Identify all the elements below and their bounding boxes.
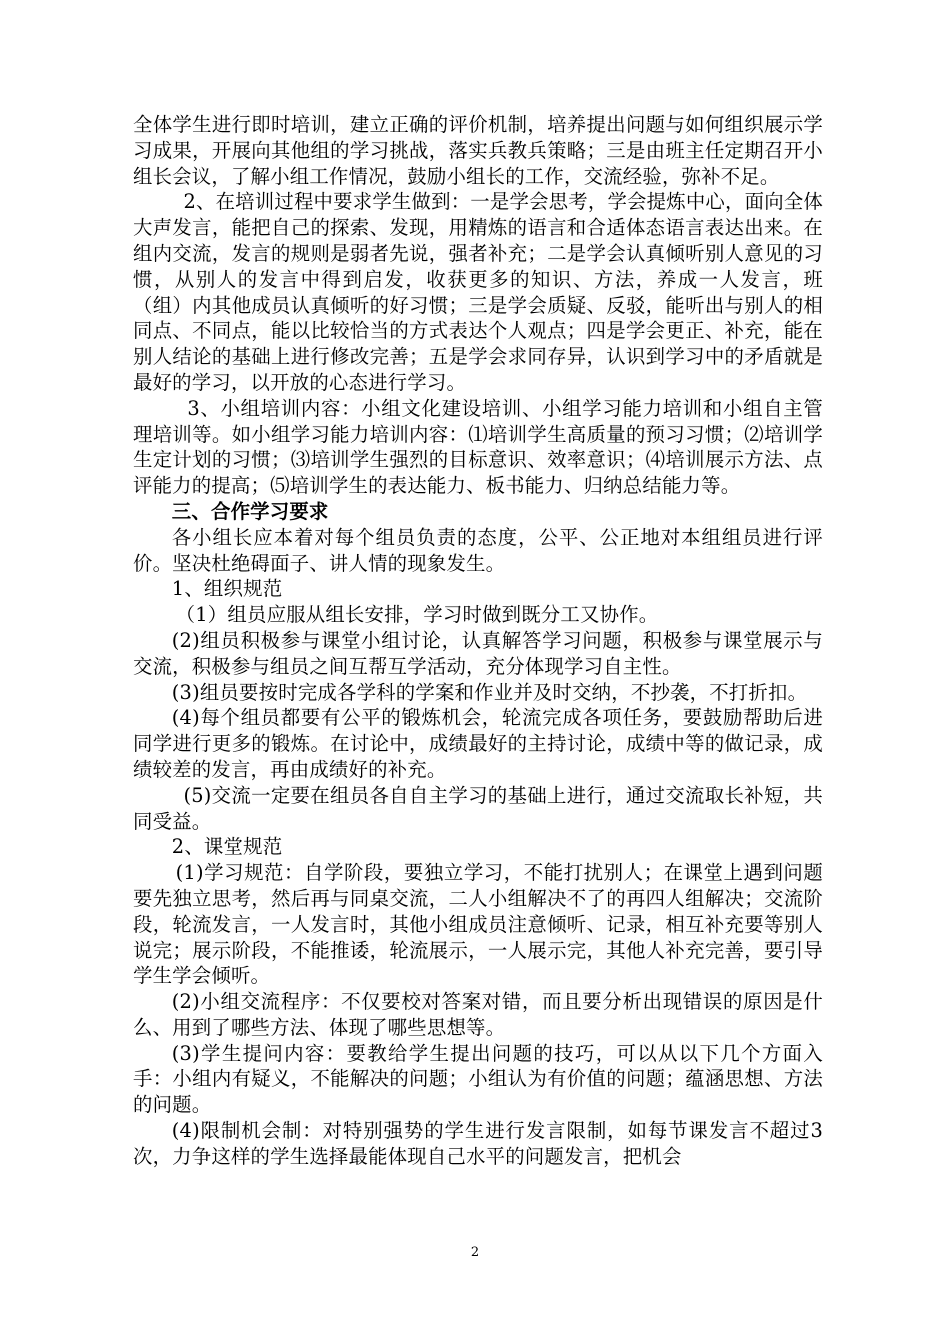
paragraph: (4)每个组员都要有公平的锻炼机会，轮流完成各项任务，要鼓励帮助后进同学进行更多的锻炼。在讨论中，成绩最好的主持讨论，成绩中等的做记录，成绩较差的发言，再由成绩好的补充。 xyxy=(133,706,823,781)
paragraph: 全体学生进行即时培训，建立正确的评价机制，培养提出问题与如何组织展示学习成果，开展向其他组的学习挑战，落实兵教兵策略；三是由班主任定期召开小组长会议，了解小组工作情况，鼓励小组长的工作，交流经验，弥补不足。 xyxy=(133,113,823,188)
paragraph: (2)组员积极参与课堂小组讨论，认真解答学习问题，积极参与课堂展示与交流，积极参与组员之间互帮互学活动，充分体现学习自主性。 xyxy=(133,628,823,678)
document-body xyxy=(133,112,823,1170)
paragraph: (5)交流一定要在组员各自自主学习的基础上进行，通过交流取长补短，共同受益。 xyxy=(133,783,823,833)
paragraph: (2)小组交流程序：不仅要校对答案对错，而且要分析出现错误的原因是什么、用到了哪些方法、体现了哪些思想等。 xyxy=(133,990,823,1039)
paragraph: (3)组员要按时完成各学科的学案和作业并及时交纳，不抄袭，不打折扣。 xyxy=(171,680,808,704)
subheading: 2、课堂规范 xyxy=(171,835,283,859)
paragraph: 各小组长应本着对每个组员负责的态度，公平、公正地对本组组员进行评价。坚决杜绝碍面子、讲人情的现象发生。 xyxy=(133,525,823,575)
paragraph: (4)限制机会制：对特别强势的学生进行发言限制，如每节课发言不超过3次，力争这样的学生选择最能体现自己水平的问题发言，把机会 xyxy=(133,1119,823,1168)
section-heading: 三、合作学习要求 xyxy=(171,499,329,523)
paragraph: (1)学习规范：自学阶段，要独立学习，不能打扰别人；在课堂上遇到问题要先独立思考，然后再与同桌交流，二人小组解决不了的再四人组解决；交流阶段，轮流发言，一人发言时，其他小组成员注意倾听、记录，相互补充要等别人说完；展示阶段，不能推诿，轮流展示，一人展示完，其他人补充完善，要引导学生学会倾听。 xyxy=(133,861,823,988)
page-number: 2 xyxy=(470,1245,480,1260)
paragraph: 2、在培训过程中要求学生做到：一是学会思考，学会提炼中心，面向全体大声发言，能把自己的探索、发现，用精炼的语言和合适体态语言表达出来。在组内交流，发言的规则是弱者先说，强者补充；二是学会认真倾听别人意见的习惯，从别人的发言中得到启发，收获更多的知识、方法，养成一人发言，班（组）内其他成员认真倾听的好习惯；三是学会质疑、反驳，能听出与别人的相同点、不同点，能以比较恰当的方式表达个人观点；四是学会更正、补充，能在别人结论的基础上进行修改完善；五是学会求同存异，认识到学习中的矛盾就是最好的学习，以开放的心态进行学习。 xyxy=(133,190,823,394)
paragraph: (3)学生提问内容：要教给学生提出问题的技巧，可以从以下几个方面入手：小组内有疑义，不能解决的问题；小组认为有价值的问题；蕴涵思想、方法的问题。 xyxy=(133,1041,823,1117)
paragraph: （1）组员应服从组长安排，学习时做到既分工又协作。 xyxy=(175,603,659,627)
paragraph: 3、小组培训内容：小组文化建设培训、小组学习能力培训和小组自主管理培训等。如小组学习能力培训内容：⑴培训学生高质量的预习习惯；⑵培训学生定计划的习惯；⑶培训学生强烈的目标意识、效率意识；⑷培训展示方法、点评能力的提高；⑸培训学生的表达能力、板书能力、归纳总结能力等。 xyxy=(133,396,823,498)
subheading: 1、组织规范 xyxy=(171,577,283,601)
